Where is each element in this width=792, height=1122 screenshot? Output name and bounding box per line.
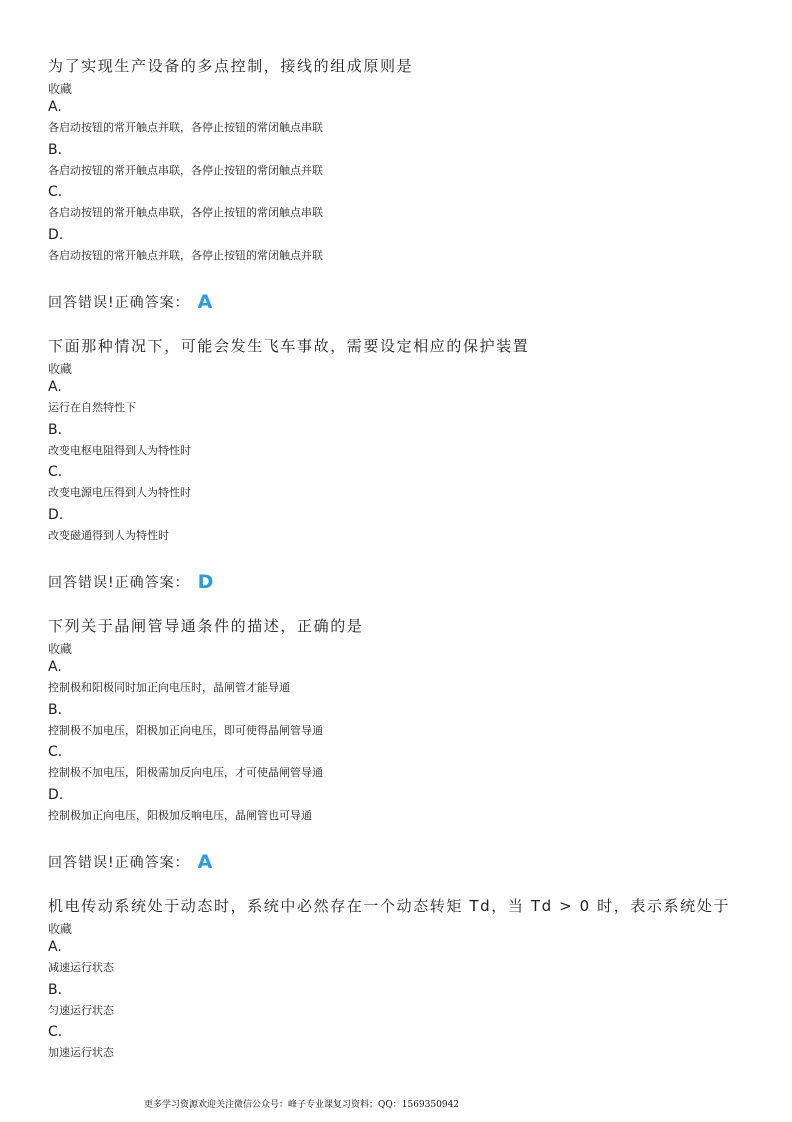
- option-b[interactable]: [48, 981, 768, 1023]
- option-a[interactable]: [48, 378, 768, 420]
- answer-prefix: 回答错误!正确答案：: [48, 575, 190, 591]
- option-a[interactable]: [48, 938, 768, 980]
- correct-answer: A: [197, 291, 213, 313]
- question-4: [48, 896, 768, 1065]
- question-3: [48, 616, 768, 827]
- option-letter: C.: [48, 744, 63, 760]
- option-letter: C.: [48, 184, 63, 200]
- option-letter: A.: [48, 379, 62, 395]
- option-letter: B.: [48, 421, 63, 438]
- option-letter: D.: [48, 226, 64, 243]
- option-d[interactable]: [48, 786, 768, 828]
- option-letter: D.: [48, 506, 64, 523]
- option-d[interactable]: [48, 506, 768, 548]
- option-c[interactable]: [48, 463, 768, 505]
- footer-note: 更多学习资源欢迎关注微信公众号：峰子专业课复习资料；QQ：1569350942: [144, 1100, 460, 1110]
- option-a[interactable]: [48, 98, 768, 140]
- option-b[interactable]: [48, 421, 768, 463]
- option-b[interactable]: [48, 141, 768, 183]
- answer-result-1: [48, 290, 212, 314]
- option-text: 各启动按钮的常开触点串联，各停止按钮的常闭触点串联: [48, 206, 323, 219]
- question-1: [48, 56, 768, 267]
- collect-link[interactable]: 收藏: [48, 922, 73, 936]
- answer-prefix: 回答错误!正确答案：: [48, 295, 190, 311]
- option-text: 匀速运行状态: [48, 1003, 114, 1017]
- option-text: 各启动按钮的常开触点串联，各停止按钮的常闭触点并联: [48, 163, 323, 177]
- option-d[interactable]: [48, 226, 768, 268]
- option-text: 改变电源电压得到人为特性时: [48, 486, 191, 499]
- option-c[interactable]: [48, 1023, 768, 1065]
- option-text: 改变磁通得到人为特性时: [48, 528, 169, 542]
- option-letter: B.: [48, 701, 63, 718]
- question-title: 下面那种情况下，可能会发生飞车事故，需要设定相应的保护装置: [48, 337, 530, 355]
- option-text: 改变电枢电阻得到人为特性时: [48, 443, 191, 457]
- question-title: 为了实现生产设备的多点控制，接线的组成原则是: [48, 57, 414, 75]
- option-c[interactable]: [48, 743, 768, 785]
- option-text: 控制极不加电压，阳极需加反向电压，才可使晶闸管导通: [48, 766, 323, 779]
- option-letter: D.: [48, 786, 64, 803]
- option-text: 运行在自然特性下: [48, 401, 136, 414]
- option-text: 各启动按钮的常开触点并联，各停止按钮的常闭触点并联: [48, 248, 323, 262]
- answer-result-2: [48, 570, 213, 594]
- option-text: 控制极加正向电压，阳极加反响电压，晶闸管也可导通: [48, 808, 312, 822]
- question-title: 下列关于晶闸管导通条件的描述，正确的是: [48, 617, 364, 635]
- option-text: 控制极不加电压，阳极加正向电压，即可使得晶闸管导通: [48, 723, 323, 737]
- option-letter: C.: [48, 464, 63, 480]
- option-text: 各启动按钮的常开触点并联，各停止按钮的常闭触点串联: [48, 121, 323, 134]
- option-b[interactable]: [48, 701, 768, 743]
- option-a[interactable]: [48, 658, 768, 700]
- collect-link[interactable]: 收藏: [48, 362, 73, 376]
- option-letter: B.: [48, 981, 63, 998]
- option-letter: B.: [48, 141, 63, 158]
- question-title: 机电传动系统处于动态时，系统中必然存在一个动态转矩 Td，当 Td > 0 时，表示系统处于: [48, 897, 730, 915]
- option-c[interactable]: [48, 183, 768, 225]
- option-letter: A.: [48, 659, 62, 675]
- option-text: 减速运行状态: [48, 961, 114, 974]
- correct-answer: D: [197, 571, 214, 593]
- answer-prefix: 回答错误!正确答案：: [48, 855, 190, 871]
- question-2: [48, 336, 768, 547]
- correct-answer: A: [197, 851, 213, 873]
- option-letter: C.: [48, 1024, 63, 1040]
- option-text: 控制极和阳极同时加正向电压时，晶闸管才能导通: [48, 681, 290, 694]
- option-text: 加速运行状态: [48, 1046, 114, 1059]
- answer-result-3: [48, 850, 212, 874]
- collect-link[interactable]: 收藏: [48, 642, 73, 656]
- collect-link[interactable]: 收藏: [48, 82, 73, 96]
- option-letter: A.: [48, 939, 62, 955]
- option-letter: A.: [48, 99, 62, 115]
